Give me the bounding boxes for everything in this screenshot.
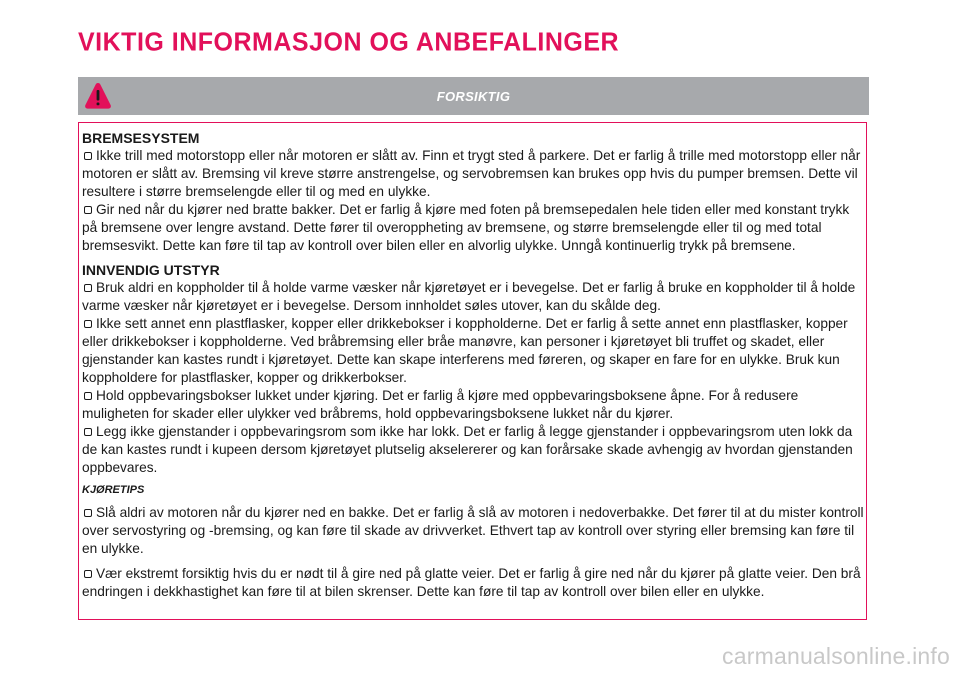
list-item (82, 565, 868, 601)
caution-content (82, 129, 868, 601)
item-text: Ikke sett annet enn plastflasker, kopper eller drikkebokser i koppholderne. Det er farlig å sette annet enn plastflasker, kopper eller drikkebokser i koppholderne. Ved bråbremsing eller bråe manøvre, kan personer i kjøretøyet bli truffet og skadet, eller gjenstander kan kastes rundt i kjøretøyet. Dette kan skape interferens med føreren, og skaper en fare for en ulykke. Bruk kun koppholdere for plastflasker, kopper og drikkerbokser. (82, 316, 848, 385)
caution-header (78, 77, 869, 115)
section-heading-driving: KJØRETIPS (82, 484, 145, 496)
list-item (82, 504, 868, 558)
item-text: Hold oppbevaringsbokser lukket under kjøring. Det er farlig å kjøre med oppbevaringsboksene åpne. For å redusere muligheten for skader eller ulykker ved bråbrems, hold oppbevaringsboksene lukket når du kjører. (82, 388, 799, 421)
watermark: carmanualsonline.info (722, 643, 950, 669)
item-text: Vær ekstremt forsiktig hvis du er nødt til å gire ned på glatte veier. Det er farlig å gire ned når du kjører på glatte veier. Den brå endringen i dekkhastighet kan føre til at bilen skrenser. Dette kan føre til tap av kontroll over bilen eller en ulykke. (82, 566, 861, 599)
checkbox-bullet-icon (84, 392, 92, 400)
item-text: Gir ned når du kjører ned bratte bakker. Det er farlig å kjøre med foten på bremsepedalen hele tiden eller med konstant trykk på bremsene over lengre avstand. Dette fører til overoppheting av bremsene, og større bremselengde eller til og med total bremsesvikt. Dette kan føre til tap av kontroll over bilen eller en alvorlig ulykke. Unngå kontinuerlig trykk på bremsene. (82, 202, 850, 253)
list-item (82, 387, 868, 423)
section-heading-brakes: BREMSESYSTEM (82, 130, 200, 146)
list-item (82, 315, 868, 387)
checkbox-bullet-icon (84, 206, 92, 214)
list-item (82, 423, 868, 477)
checkbox-bullet-icon (84, 509, 92, 517)
list-item (82, 201, 868, 255)
list-item (82, 279, 868, 315)
checkbox-bullet-icon (84, 320, 92, 328)
item-text: Legg ikke gjenstander i oppbevaringsrom som ikke har lokk. Det er farlig å legge gjenstander i oppbevaringsrom uten lokk da de kan kastes rundt i kupeen dersom kjøretøyet plutselig akselererer og kan forårsake skade avhengig av hvordan gjenstanden oppbevares. (82, 424, 853, 475)
checkbox-bullet-icon (84, 284, 92, 292)
list-item (82, 147, 868, 201)
page-title: VIKTIG INFORMASJON OG ANBEFALINGER (78, 27, 620, 57)
item-text: Ikke trill med motorstopp eller når motoren er slått av. Finn et trygt sted å parkere. Det er farlig å trille med motorstopp eller når motoren er slått av. Bremsing vil kreve større anstrengelse, og servobremsen kan brukes opp hvis du pumper bremsen. Dette vil resultere i større bremselengde eller til og med en ulykke. (82, 148, 861, 199)
caution-label: FORSIKTIG (436, 88, 511, 104)
checkbox-bullet-icon (84, 570, 92, 578)
warning-triangle-icon (84, 81, 112, 111)
item-text: Bruk aldri en koppholder til å holde varme væsker når kjøretøyet er i bevegelse. Det er farlig å bruke en koppholder til å holde varme væsker når kjøretøyet er i bevegelse. Dersom innholdet søles utover, kan du skålde deg. (82, 280, 856, 313)
section-heading-interior: INNVENDIG UTSTYR (82, 262, 220, 278)
item-text: Slå aldri av motoren når du kjører ned en bakke. Det er farlig å slå av motoren i nedoverbakke. Det fører til at du mister kontroll over servostyring og -bremsing, og kan føre til skade av drivverket. Ethvert tap av kontroll over styring eller bremsing kan føre til en ulykke. (82, 505, 864, 556)
checkbox-bullet-icon (84, 428, 92, 436)
checkbox-bullet-icon (84, 152, 92, 160)
